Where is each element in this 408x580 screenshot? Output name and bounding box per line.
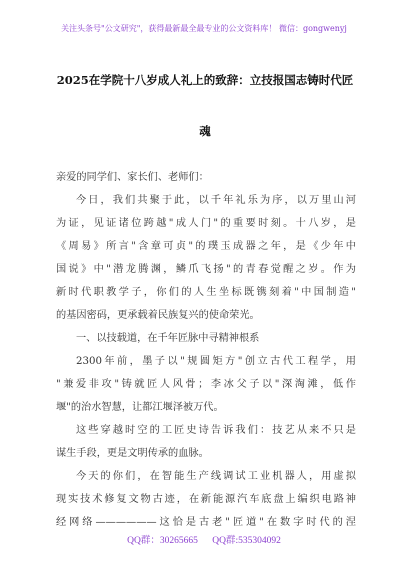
document-title-line-2: 魂 <box>199 124 211 138</box>
section-heading: 一、以技载道，在千年匠脉中寻精神根系 <box>76 333 260 344</box>
greeting-line: 亲爱的同学们、家长们、老师们： <box>56 172 209 183</box>
paragraph-line: 的基因密码，更承载着民族复兴的使命荣光。 <box>56 310 260 321</box>
paragraph-line: 经网络——————这恰是古老"匠道"在数字时代的涅 <box>56 517 356 528</box>
document-title-line-1: 2025在学院十八岁成人礼上的致辞：立技报国志铸时代匠 <box>56 73 354 87</box>
header-banner: 关注头条号"公文研究"，获得最新最全最专业的公文资料库！ 微信：gongwenyj <box>61 24 347 33</box>
paragraph-line: 新时代职教学子，你们的人生坐标既镌刻着"中国制造" <box>56 287 356 298</box>
footer-qq-group-2: QQ群:535304092 <box>212 536 281 546</box>
paragraph-line: "兼爱非攻"铸就匠人风骨；李冰父子以"深淘滩，低作 <box>56 379 356 390</box>
footer-qq-group-1: QQ群：30265665 <box>127 536 198 546</box>
paragraph-line: 为证，见证诸位跨越"成人门"的重要时刻。十八岁，是 <box>56 218 356 229</box>
paragraph-line: 2300年前，墨子以"规圆矩方"创立古代工程学，用 <box>76 356 356 367</box>
paragraph-line: 国说》中"潜龙腾渊，鳞爪飞扬"的青春觉醒之岁。作为 <box>56 264 356 275</box>
paragraph-line: 这些穿越时空的工匠史诗告诉我们：技艺从来不只是 <box>76 425 356 436</box>
paragraph-line: 现实技术修复文物古迹，在新能源汽车底盘上编织电路神 <box>56 494 356 505</box>
paragraph-line: 堰"的治水智慧，让都江堰泽被万代。 <box>56 402 224 413</box>
paragraph-line: 今天的你们，在智能生产线调试工业机器人，用虚拟 <box>76 471 356 482</box>
paragraph-line: 谋生手段，更是文明传承的血脉。 <box>56 448 209 459</box>
footer-qq-groups <box>0 532 408 546</box>
paragraph-line: 《周易》所言"含章可贞"的璞玉成器之年，是《少年中 <box>56 241 356 252</box>
paragraph-line: 今日，我们共聚于此，以千年礼乐为序，以万里山河 <box>76 195 356 206</box>
document-body <box>56 166 356 534</box>
